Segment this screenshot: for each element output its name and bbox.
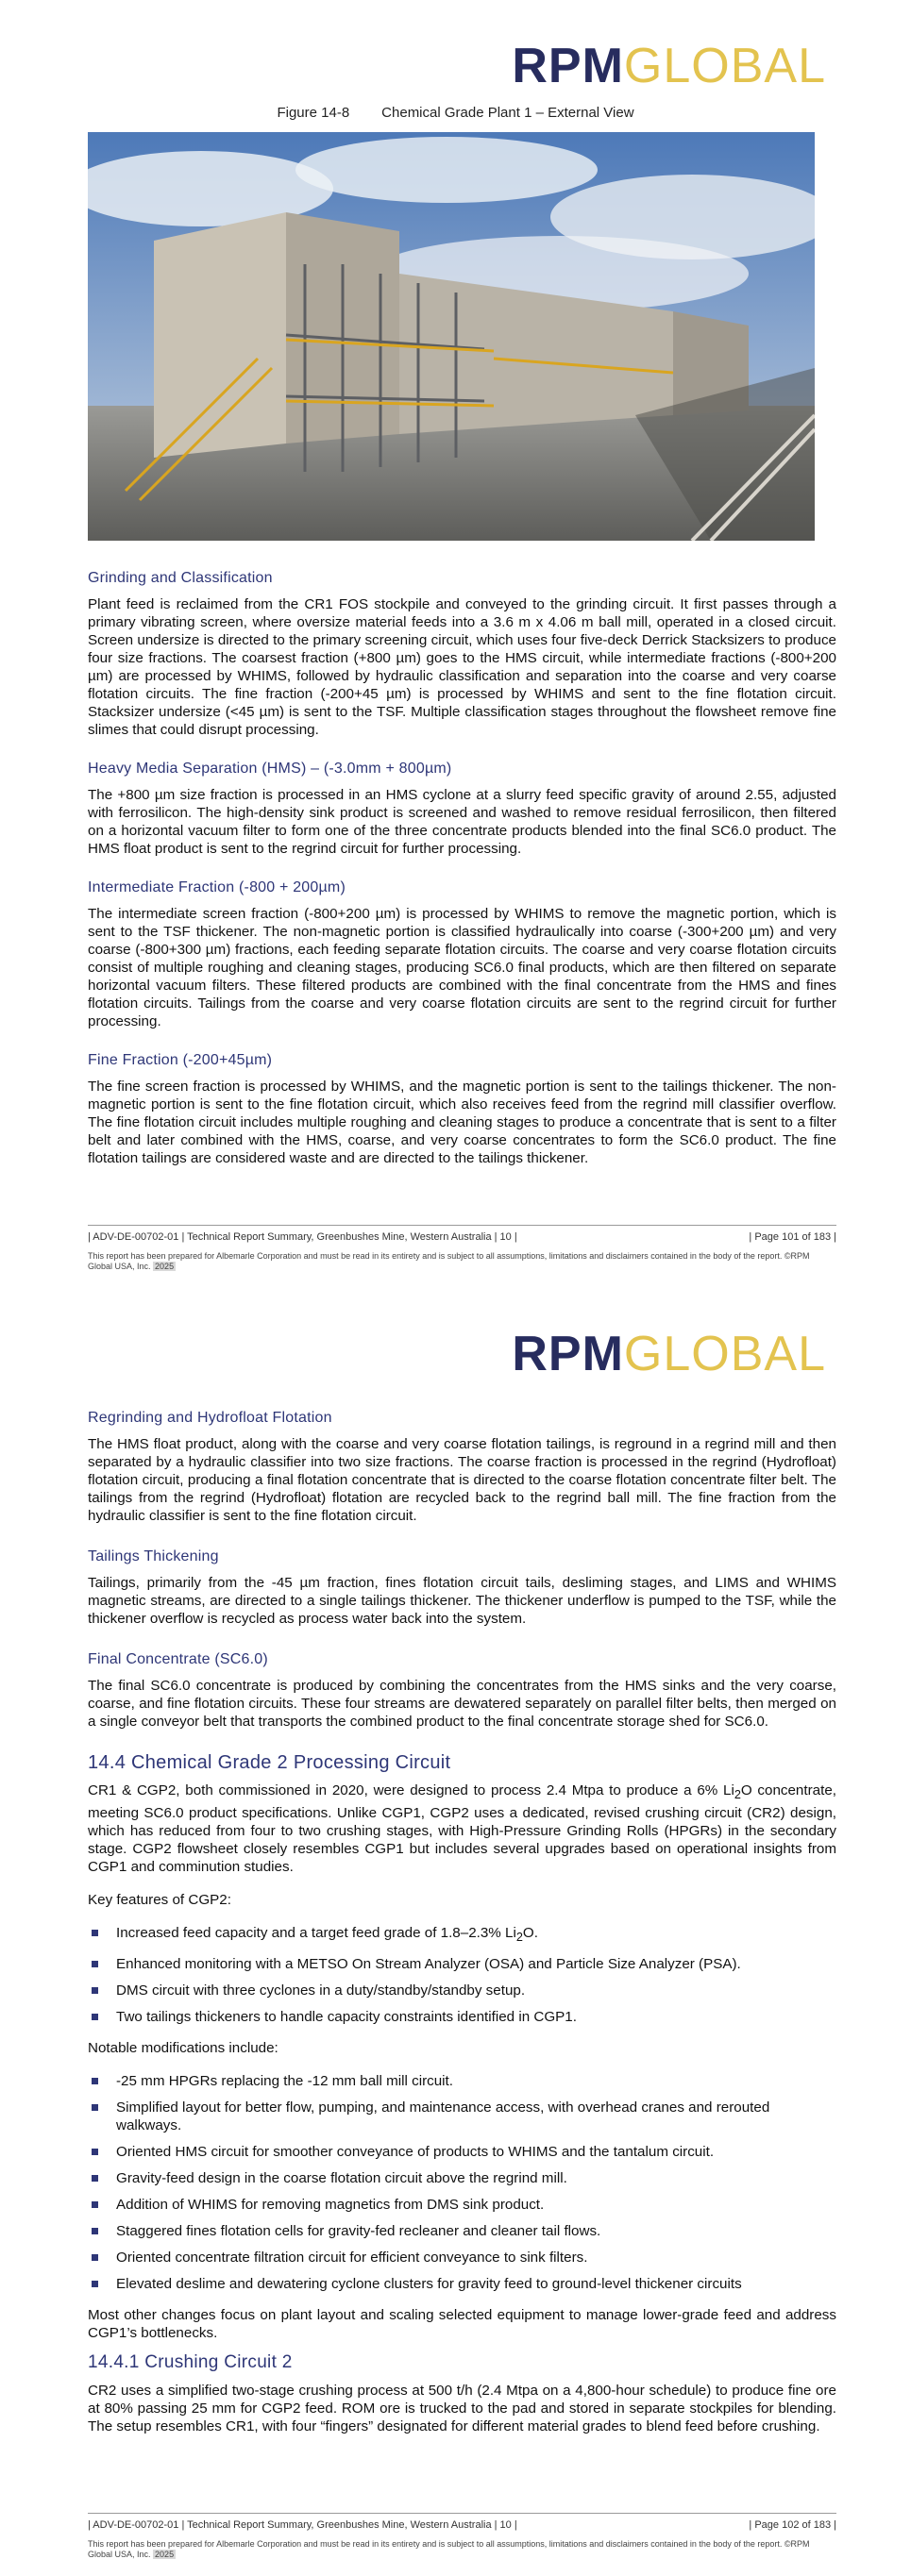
list-item: Simplified layout for better flow, pumping, and maintenance access, with overhead cranes and rerouted walkways. — [88, 2099, 836, 2134]
footer-rule — [88, 1225, 836, 1226]
page-101-footer — [88, 1225, 836, 1272]
features-list — [88, 1924, 836, 2026]
heading-intermediate: Intermediate Fraction (-800 + 200µm) — [88, 879, 346, 895]
plant-photo-illustration — [88, 132, 815, 541]
list-item: Two tailings thickeners to handle capacity constraints identified in CGP1. — [88, 2008, 836, 2026]
rpm-global-logo: RPMGLOBAL — [512, 1327, 826, 1381]
features-label: Key features of CGP2: — [88, 1892, 231, 1909]
list-item: Addition of WHIMS for removing magnetics from DMS sink product. — [88, 2196, 836, 2214]
heading-hms: Heavy Media Separation (HMS) – (-3.0mm + 800µm) — [88, 761, 452, 777]
figure-number: Figure 14-8 — [277, 105, 350, 121]
footer-page-number: | Page 102 of 183 | — [749, 2519, 836, 2531]
mods-label: Notable modifications include: — [88, 2040, 278, 2057]
list-item: Elevated deslime and dewatering cyclone clusters for gravity feed to ground-level thickener circuits — [88, 2275, 836, 2293]
page-102-footer — [88, 2513, 836, 2560]
heading-regrinding: Regrinding and Hydrofloat Flotation — [88, 1410, 332, 1426]
footer-page-number: | Page 101 of 183 | — [749, 1231, 836, 1243]
page-102-body — [88, 1409, 836, 2451]
list-item: Gravity-feed design in the coarse flotation circuit above the regrind mill. — [88, 2169, 836, 2187]
list-item: Enhanced monitoring with a METSO On Stream Analyzer (OSA) and Particle Size Analyzer (PSA). — [88, 1955, 836, 1973]
figure-title: Chemical Grade Plant 1 – External View — [381, 105, 634, 121]
heading-14-4-1: 14.4.1 Crushing Circuit 2 — [88, 2352, 293, 2373]
mods-list — [88, 2072, 836, 2293]
report-page-102 — [0, 1288, 911, 2576]
para-final-concentrate: The final SC6.0 concentrate is produced by combining the concentrates from the HMS sinks and the very coarse, coarse, and fine flotation circuits. These four streams are dewatered separately on parallel filter belts, then merged on a single conveyor belt that transports the combined product to the final concentrate storage shed for SC6.0. — [88, 1678, 836, 1730]
plant-photo — [88, 132, 815, 541]
para-fine-fraction: The fine screen fraction is processed by WHIMS, and the magnetic portion is sent to the tailings thickener. The non-magnetic portion is sent to the fine flotation circuit, which also receives feed from the regrind mill classifier overflow. The fine flotation circuit includes multiple roughing and cleaning stages to produce a concentrate that is sent to a filter belt and later combined with the HMS, coarse, and very coarse concentrates to form the SC6.0 product. The fine flotation tailings are considered waste and are directed to the tailings thickener. — [88, 1079, 836, 1166]
heading-grinding: Grinding and Classification — [88, 570, 273, 586]
list-item: Increased feed capacity and a target feed grade of 1.8–2.3% $Li_2O$. — [88, 1924, 836, 1947]
list-item: -25 mm HPGRs replacing the -12 mm ball mill circuit. — [88, 2072, 836, 2090]
page-101-body — [88, 569, 836, 1182]
footer-year: 2025 — [155, 2550, 175, 2559]
rpm-global-logo: RPMGLOBAL — [512, 39, 826, 93]
list-item: Oriented HMS circuit for smoother conveyance of products to WHIMS and the tantalum circuit. — [88, 2143, 836, 2161]
footer-disclaimer: This report has been prepared for Albemarle Corporation and must be read in its entirety and is subject to all assumptions, limitations and disclaimers contained in the body of the report. ©RPM Global USA, Inc. 2025 — [88, 2539, 810, 2559]
list-item: Oriented concentrate filtration circuit for efficient conveyance to sink filters. — [88, 2249, 836, 2267]
heading-final-concentrate: Final Concentrate (SC6.0) — [88, 1651, 268, 1667]
para-grinding: Plant feed is reclaimed from the CR1 FOS stockpile and conveyed to the grinding circuit. It first passes through a primary vibrating screen, where oversize material feeds into a 3.6 m x 4.06 m ball mill, operated in a closed circuit. Screen undersize is directed to the primary screening circuit, which uses four five-deck Derrick Stacksizers to produce four size fractions. The coarsest fraction (+800 µm) goes to the HMS circuit, while intermediate fractions (-800+200 µm) are processed by WHIMS, followed by hydraulic classification and separation into the coarse and very coarse flotation circuits. The fine fraction (-200+45 µm) is processed by WHIMS and sent to the fine flotation circuit. Stacksizer undersize (<45 µm) is sent to the TSF. Multiple classification stages throughout the flowsheet remove fine slimes that could disrupt processing. — [88, 596, 836, 738]
para-14-4-1: CR2 uses a simplified two-stage crushing process at 500 t/h (2.4 Mtpa on a 4,800-hour schedule) to produce fine ore at 80% passing 25 mm for CGP2 feed. ROM ore is trucked to the pad and stored in separate stockpiles for blending. The setup resembles CR1, with four “fingers” designated for different material grades to blend feed before crushing. — [88, 2383, 836, 2435]
list-item: Staggered fines flotation cells for gravity-fed recleaner and cleaner tail flows. — [88, 2222, 836, 2240]
footer-year: 2025 — [155, 1262, 175, 1271]
footer-disclaimer: This report has been prepared for Albemarle Corporation and must be read in its entirety and is subject to all assumptions, limitations and disclaimers contained in the body of the report. ©RPM Global USA, Inc. 2025 — [88, 1251, 810, 1271]
para-14-4-intro: CR1 & CGP2, both commissioned in 2020, were designed to process 2.4 Mtpa to produce a 6% $Li_2O$ concentrate, meeting SC6.0 product specifications. Unlike CGP1, CGP2 uses a dedicated, revised crushing circuit (CR2) design, which has reduced from four to two crushing stages, with High-Pressure Grinding Rolls (HPGRs) in the secondary stage. CGP2 flowsheet closely resembles CGP1 but includes several upgrades based on operational insights from CGP1 and comminution studies. — [88, 1782, 836, 1876]
para-regrinding: The HMS float product, along with the coarse and very coarse flotation tailings, is reground in a regrind mill and then separated by a hydraulic classifier into two size fractions. The coarse fraction is processed in the regrind (Hydrofloat) flotation circuit, producing a final flotation concentrate that is directed to the coarse flotation concentrate filter belt. The tailings from the regrind (Hydrofloat) flotation are recycled back to the regrind ball mill. The fine fraction from the hydraulic classifier is sent to the fine flotation circuit. — [88, 1436, 836, 1524]
para-hms: The +800 µm size fraction is processed in an HMS cyclone at a slurry feed specific gravity of around 2.55, adjusted with ferrosilicon. The high-density sink product is screened and washed to remove residual ferrosilicon, then filtered on a horizontal vacuum filter to form one of the three concentrate products blended into the final SC6.0 product. The HMS float product is sent to the regrind circuit for further processing. — [88, 787, 836, 857]
footer-rule — [88, 2513, 836, 2514]
footer-doc-info: | ADV-DE-00702-01 | Technical Report Summary, Greenbushes Mine, Western Australia | 10 | — [88, 1231, 517, 1243]
heading-fine-fraction: Fine Fraction (-200+45µm) — [88, 1052, 273, 1068]
para-14-4-closing: Most other changes focus on plant layout and scaling selected equipment to manage lower-grade feed and address CGP1’s bottlenecks. — [88, 2307, 836, 2342]
para-tailings-thickening: Tailings, primarily from the -45 µm fraction, fines flotation circuit tails, desliming stages, and LIMS and WHIMS magnetic streams, are directed to a single tailings thickener. The thickener underflow is pumped to the TSF, while the thickener overflow is recycled as process water back into the system. — [88, 1575, 836, 1627]
para-intermediate: The intermediate screen fraction (-800+200 µm) is processed by WHIMS to remove the magnetic portion, which is sent to the TSF thickener. The non-magnetic portion is classified hydraulically into coarse (-300+200 µm) and very coarse (-800+300 µm) fractions, each feeding separate flotation circuits. The coarse and very coarse flotation circuits consist of multiple roughing and cleaning stages, producing SC6.0 final products, which are then filtered on separate horizontal vacuum filters. These filtered products are combined with the final concentrate from the HMS and fines flotation circuits. Tailings from the coarse and very coarse flotation circuits are sent to the regrind circuit for further processing. — [88, 906, 836, 1029]
footer-doc-info: | ADV-DE-00702-01 | Technical Report Summary, Greenbushes Mine, Western Australia | 10 | — [88, 2519, 517, 2531]
figure-caption — [0, 105, 911, 121]
list-item: DMS circuit with three cyclones in a duty/standby/standby setup. — [88, 1982, 836, 1999]
heading-14-4: 14.4 Chemical Grade 2 Processing Circuit — [88, 1752, 451, 1773]
heading-tailings-thickening: Tailings Thickening — [88, 1548, 219, 1564]
